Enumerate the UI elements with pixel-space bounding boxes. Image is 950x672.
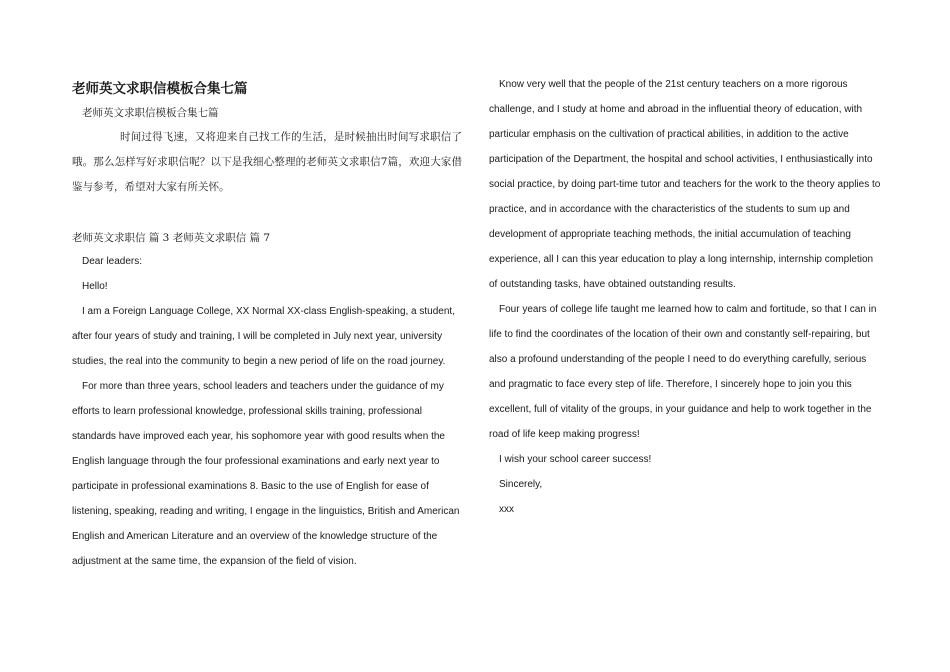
intro-paragraph: 时间过得飞速，又将迎来自己找工作的生活，是时候抽出时间写求职信了哦。那么怎样写好求职信呢？以下是我细心整理的老师英文求职信7篇，欢迎大家借鉴与参考，希望对大家有所关怀。 <box>72 131 462 193</box>
closing-wish: I wish your school career success! <box>499 454 652 465</box>
letter-paragraph-2: For more than three years, school leaders and teachers under the guidance of my efforts to learn professional knowledge, professional skills training, professional standards have improved each year, his sophomore year with good results when the English language through the four professional examinations and early next year to participate in professional examinations 8. Basic to the use of English for ease of listening, speaking, reading and writing, I engage in the linguistics, British and American English and American Literature and an overview of the knowledge structure of the adjustment at the same time, the expansion of the field of vision. <box>72 381 460 567</box>
letter-body-left <box>72 249 460 574</box>
letter-paragraph-1: I am a Foreign Language College, XX Normal XX-class English-speaking, a student, after four years of study and training, I will be completed in July next year, university studies, the real into the community to begin a new period of life on the road journey. <box>72 306 455 367</box>
letter-greeting: Dear leaders: <box>82 256 143 267</box>
letter-paragraph-3: Know very well that the people of the 21st century teachers on a more rigorous challenge, and I study at home and abroad in the influential theory of education, with particular emphasis on the cultivation of practical abilities, in addition to the active participation of the Department, the hospital and school activities, I enthusiastically into social practice, by doing part-time tutor and teachers for the work to the theory applies to practice, and in accordance with the characteristics of the students to sum up and development of appropriate teaching methods, the initial accumulation of teaching experience, all I can this year education to play a long internship, internship completion of outstanding tasks, have obtained outstanding results. <box>489 79 881 290</box>
document-subtitle: 老师英文求职信模板合集七篇 <box>82 107 219 119</box>
sign-off: Sincerely, <box>499 479 543 490</box>
signature: xxx <box>499 504 514 515</box>
section-heading: 老师英文求职信 篇 3 老师英文求职信 篇 7 <box>72 232 271 244</box>
letter-body-right <box>489 72 881 522</box>
letter-hello: Hello! <box>82 281 108 292</box>
document-title: 老师英文求职信模板合集七篇 <box>72 81 248 97</box>
letter-paragraph-4: Four years of college life taught me learned how to calm and fortitude, so that I can in life to find the coordinates of the location of their own and constantly self-repairing, but also a profound understanding of the people I need to do everything carefully, serious and pragmatic to face every step of life. Therefore, I sincerely hope to join you this excellent, full of vitality of the groups, in your guidance and help to work together in the road of life keep making progress! <box>489 304 877 440</box>
